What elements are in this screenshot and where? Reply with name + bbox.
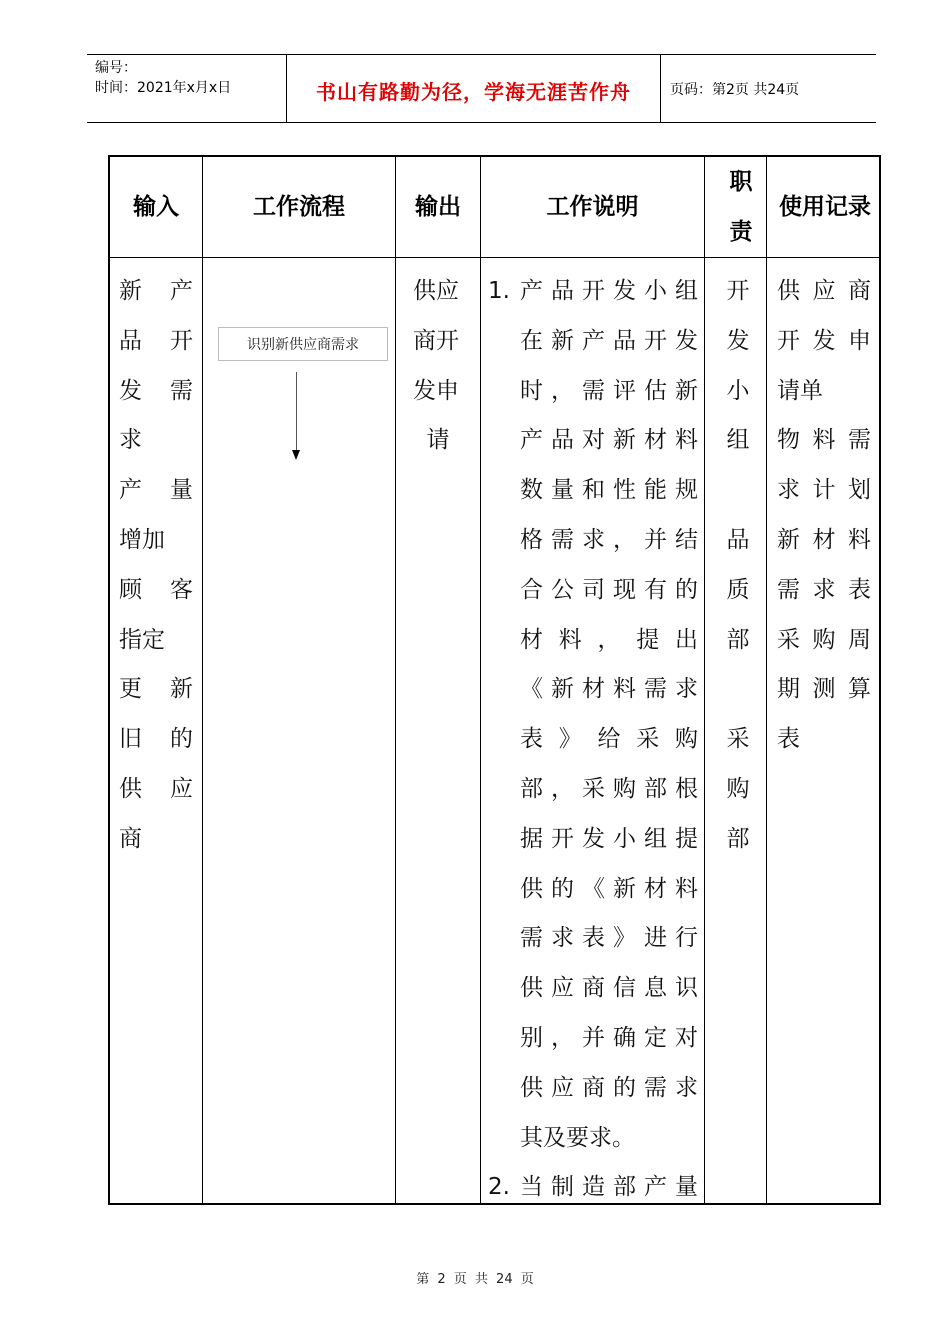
description-item bbox=[488, 267, 698, 1163]
column-header-input: 输入 bbox=[133, 194, 179, 220]
description-item-number: 2. bbox=[488, 1174, 510, 1201]
record-line: 求计划 bbox=[777, 477, 871, 504]
input-line: 发需 bbox=[119, 377, 193, 404]
column-header-output: 输出 bbox=[415, 194, 461, 220]
header-bottom-rule bbox=[87, 122, 876, 123]
record-line: 表 bbox=[777, 726, 800, 753]
description-line: 当制造部产量 bbox=[520, 1174, 698, 1201]
record-line: 采购周 bbox=[777, 626, 871, 653]
process-table bbox=[108, 155, 881, 1205]
input-line: 商 bbox=[119, 825, 142, 852]
description-line: 表》给采购 bbox=[520, 726, 698, 753]
input-line: 品开 bbox=[119, 327, 193, 354]
output-cell bbox=[413, 267, 463, 466]
record-line: 期测算 bbox=[777, 676, 871, 703]
description-line: 部，采购部根 bbox=[520, 775, 698, 802]
arrow-down-icon bbox=[292, 450, 300, 460]
description-item-number: 1. bbox=[488, 278, 510, 304]
description-line: 需求表》进行 bbox=[520, 925, 698, 952]
description-line: 《新材料需求 bbox=[520, 676, 698, 703]
column-header-records: 使用记录 bbox=[779, 194, 871, 220]
responsibility-spacer bbox=[723, 665, 753, 715]
column-divider bbox=[480, 157, 481, 1203]
document-number-label: 编号： bbox=[95, 60, 137, 76]
flow-arrow-line bbox=[296, 372, 297, 452]
records-cell bbox=[777, 267, 871, 765]
input-line: 更新 bbox=[119, 676, 193, 703]
responsibility-char: 发 bbox=[726, 327, 750, 354]
responsibility-cell bbox=[723, 267, 753, 865]
record-line: 请单 bbox=[777, 377, 823, 404]
record-line: 新材料 bbox=[777, 526, 871, 553]
input-line: 增加 bbox=[119, 526, 165, 553]
output-line: 商开 bbox=[413, 327, 459, 354]
description-line: 其及要求。 bbox=[520, 1124, 635, 1151]
description-line: 产品开发小组 bbox=[520, 278, 698, 304]
column-header-description: 工作说明 bbox=[546, 194, 639, 220]
record-line: 开发申 bbox=[777, 327, 871, 354]
column-divider bbox=[395, 157, 396, 1203]
description-line: 时，需评估新 bbox=[520, 377, 698, 404]
responsibility-char: 品 bbox=[726, 526, 750, 553]
header-divider bbox=[660, 54, 661, 123]
responsibility-char: 采 bbox=[726, 726, 750, 753]
description-line: 供应商信息识 bbox=[520, 975, 698, 1002]
column-header-workflow: 工作流程 bbox=[253, 194, 345, 220]
flow-step-box: 识别新供应商需求 bbox=[218, 327, 388, 361]
column-divider bbox=[766, 157, 767, 1203]
column-divider bbox=[202, 157, 203, 1203]
output-line: 供应 bbox=[413, 278, 459, 304]
description-item bbox=[488, 1163, 698, 1213]
responsibility-spacer bbox=[723, 466, 753, 516]
description-line: 据开发小组提 bbox=[520, 825, 698, 852]
description-line: 产品对新材料 bbox=[520, 427, 698, 454]
input-line: 指定 bbox=[119, 626, 165, 653]
input-line: 产量 bbox=[119, 477, 193, 504]
responsibility-char: 小 bbox=[726, 377, 750, 404]
description-line: 数量和性能规 bbox=[520, 477, 698, 504]
input-line: 旧的 bbox=[119, 726, 193, 753]
record-line: 需求表 bbox=[777, 576, 871, 603]
column-divider bbox=[704, 157, 705, 1203]
responsibility-char: 部 bbox=[726, 626, 750, 653]
description-line: 在新产品开发 bbox=[520, 327, 698, 354]
input-cell bbox=[119, 267, 193, 865]
document-time-label: 时间：2021年x月x日 bbox=[95, 80, 232, 96]
header-motto: 书山有路勤为径，学海无涯苦作舟 bbox=[316, 80, 631, 104]
record-line: 物料需 bbox=[777, 427, 871, 454]
output-line: 请 bbox=[426, 427, 450, 454]
header-page-info: 页码：第2页 共24页 bbox=[670, 82, 800, 98]
input-line: 顾客 bbox=[119, 576, 193, 603]
description-line: 合公司现有的 bbox=[520, 576, 698, 603]
description-line: 格需求，并结 bbox=[520, 526, 698, 553]
header-top-rule bbox=[87, 54, 876, 55]
input-line: 求 bbox=[119, 427, 142, 454]
description-cell bbox=[488, 267, 698, 1213]
column-header-responsibility: 职责 bbox=[729, 169, 753, 245]
description-line: 别，并确定对 bbox=[520, 1024, 698, 1051]
input-line: 新产 bbox=[119, 278, 193, 304]
responsibility-char: 购 bbox=[726, 775, 750, 802]
description-line: 材料，提出 bbox=[520, 626, 698, 653]
responsibility-char: 开 bbox=[726, 278, 750, 304]
output-line: 发申 bbox=[413, 377, 459, 404]
header-meta bbox=[95, 58, 231, 98]
page-footer: 第 2 页 共 24 页 bbox=[416, 1272, 534, 1287]
description-line: 供应商的需求 bbox=[520, 1074, 698, 1101]
record-line: 供应商 bbox=[777, 278, 871, 304]
description-line: 供的《新材料 bbox=[520, 875, 698, 902]
responsibility-char: 组 bbox=[726, 427, 750, 454]
input-line: 供应 bbox=[119, 775, 193, 802]
responsibility-char: 质 bbox=[726, 576, 750, 603]
responsibility-char: 部 bbox=[726, 825, 750, 852]
header-row-divider bbox=[110, 257, 879, 258]
